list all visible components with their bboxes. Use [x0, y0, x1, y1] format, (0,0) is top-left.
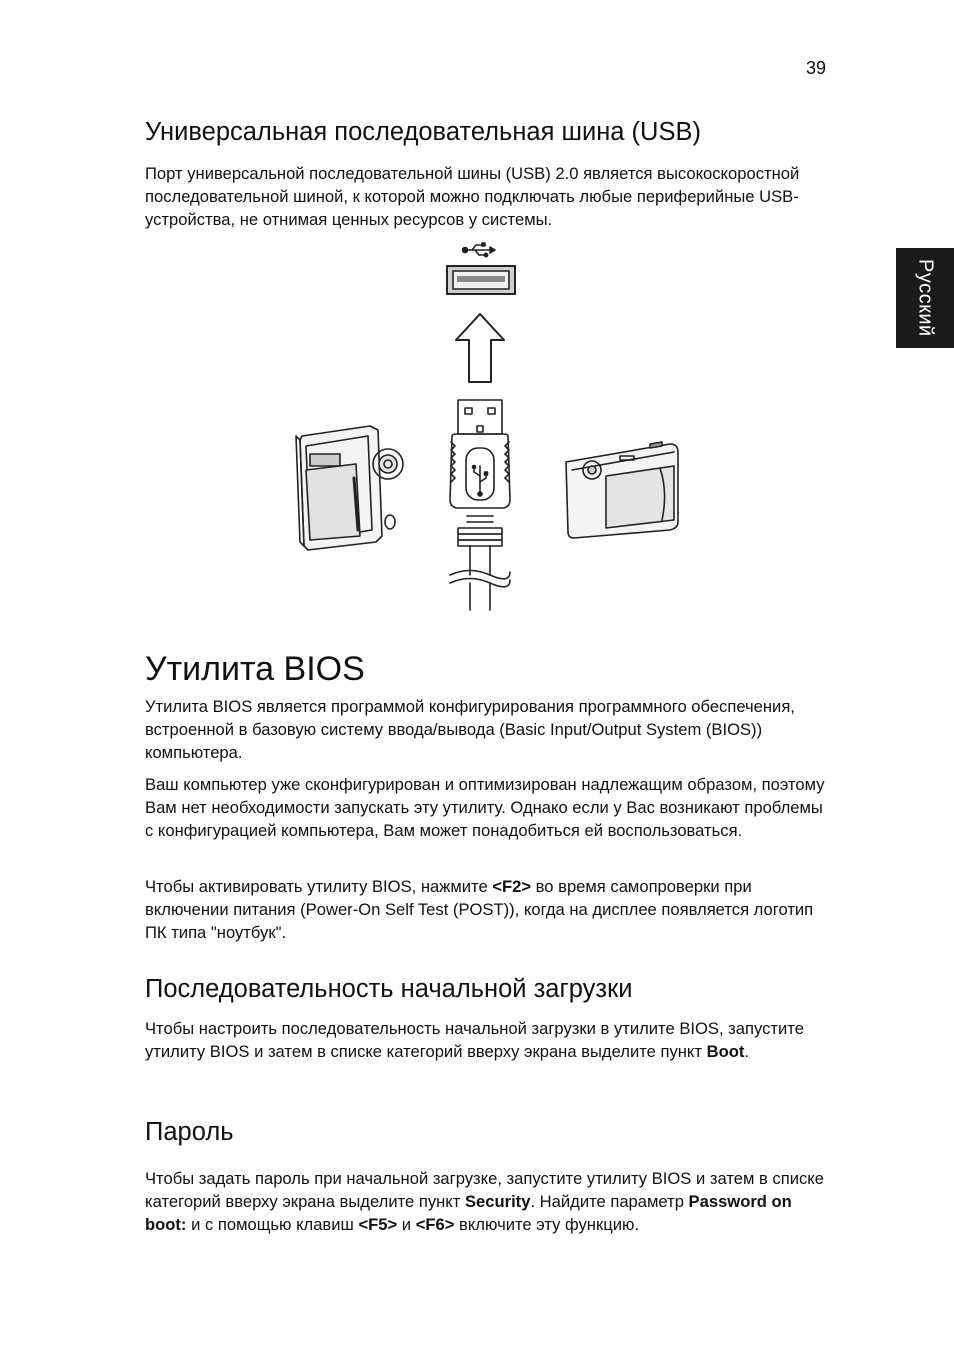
f2-key: <F2>	[492, 877, 532, 896]
password-heading: Пароль	[145, 1118, 234, 1146]
usb-heading: Универсальная последовательная шина (USB)	[145, 118, 701, 146]
up-arrow-icon	[456, 314, 504, 382]
usb-connection-figure	[290, 240, 690, 615]
language-tab	[896, 248, 954, 348]
digital-camera-icon	[566, 442, 678, 538]
usb-port-icon	[447, 266, 515, 294]
password-paragraph: Чтобы задать пароль при начальной загрузке, запустите утилиту BIOS и затем в списке категорий вверху экрана выделите пункт Security. Найдите параметр Password on boot: и с помощью клавиш <F5> и <F6> включите эту функцию.	[145, 1169, 824, 1234]
language-tab-label: Русский	[914, 259, 937, 337]
usb-paragraph: Порт универсальной последовательной шины (USB) 2.0 является высокоскоростной последовательной шиной, к которой можно подключать любые периферийные USB-устройства, не отнимая ценных ресурсов у системы.	[145, 164, 800, 229]
bios-heading: Утилита BIOS	[145, 650, 365, 688]
boot-sequence-heading: Последовательность начальной загрузки	[145, 975, 633, 1003]
password-on-boot-param: Password on boot:	[145, 1192, 792, 1234]
bios-paragraph-1: Утилита BIOS является программой конфигурирования программного обеспечения, встроенной в базовую систему ввода/вывода (Basic Input/Output System (BIOS)) компьютера.	[145, 697, 795, 762]
security-item: Security	[464, 1192, 531, 1211]
f6-key: <F6>	[415, 1215, 455, 1234]
f5-key: <F5>	[358, 1215, 398, 1234]
bios-paragraph-2: Ваш компьютер уже сконфигурирован и оптимизирован надлежащим образом, поэтому Вам нет необходимости запускать эту утилиту. Однако если у Вас возникают проблемы с конфигурацией компьютера, Вам может понадобиться ей воспользоваться.	[145, 775, 825, 840]
bios-paragraph-3: Чтобы активировать утилиту BIOS, нажмите <F2> во время самопроверки при включении питания (Power-On Self Test (POST)), когда на дисплее появляется логотип ПК типа "ноутбук".	[145, 877, 814, 942]
usb-symbol-icon	[463, 243, 496, 257]
usb-plug-icon	[450, 400, 510, 610]
camcorder-icon	[296, 426, 403, 550]
boot-sequence-paragraph: Чтобы настроить последовательность начальной загрузки в утилите BIOS, запустите утилиту BIOS и затем в списке категорий вверху экрана выделите пункт Boot.	[145, 1019, 804, 1061]
page-number: 39	[806, 58, 827, 78]
boot-item: Boot	[706, 1042, 745, 1061]
